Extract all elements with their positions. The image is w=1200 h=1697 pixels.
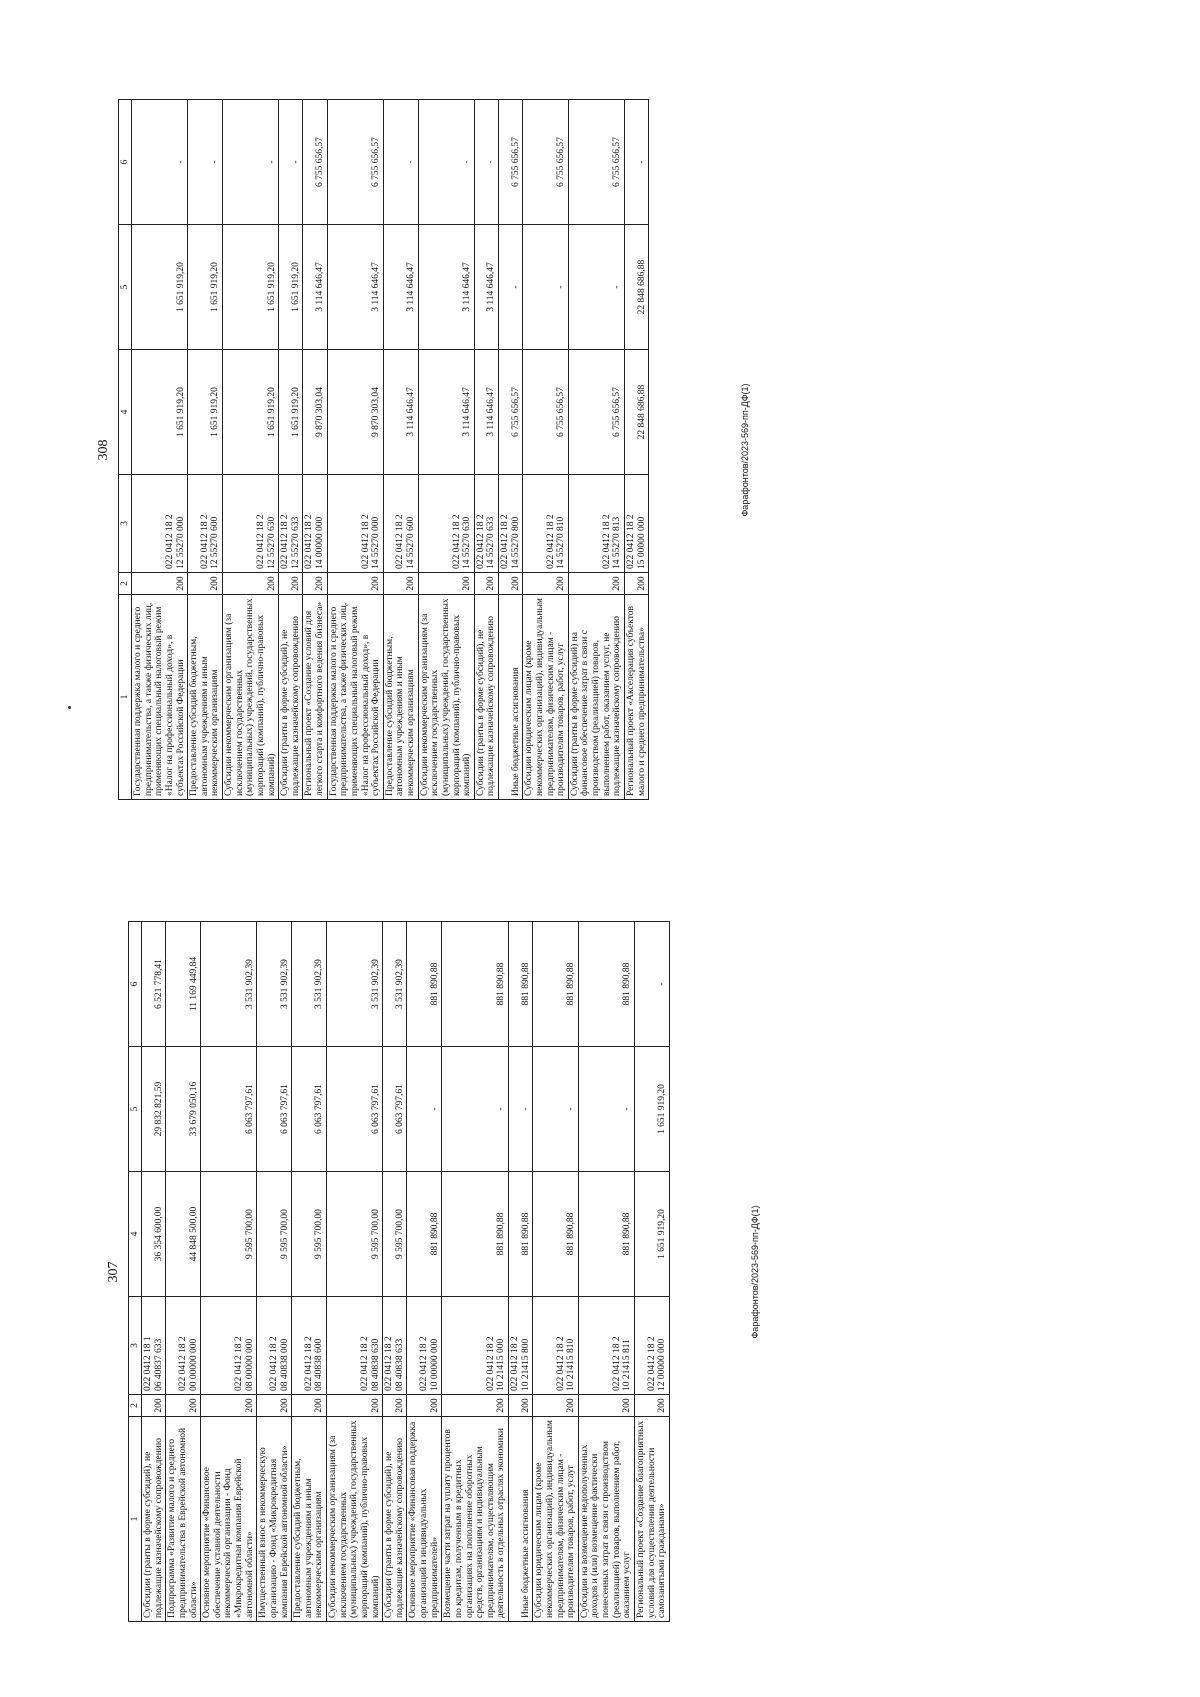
code-line-1: 022 0412 18 2 [555,1336,566,1391]
code-line-2: 14 55270 600 [406,516,416,569]
table-row [383,922,407,1622]
approved-amount-cell: 3 114 646,47 [474,350,498,475]
table-row [509,922,533,1622]
table-row [442,922,509,1622]
table-row [188,100,223,800]
code-line-1: 022 0412 18 2 [234,1336,244,1391]
row-name-cell: Предоставление субсидий бюджетным, автономным учреждениям и иным некоммерческим организациям [383,595,418,800]
row-name-cell: Субсидии некоммерческим организациям (за исключением государственных (муниципальных) учреждений, государственных корпораций (компаний), публично-правовых компаний) [418,595,474,800]
approved-amount-cell: 1 651 919,20 [132,350,188,475]
classification-code-cell [634,1297,669,1395]
approved-amount-cell: 881 890,88 [533,1172,579,1297]
table-row [132,100,188,800]
executed-amount-cell: - [442,1047,509,1172]
budget-table [118,99,649,800]
code-line-1: 022 0412 18 2 [545,514,556,569]
approved-amount-cell: 6 755 656,57 [499,350,523,475]
admin-code-cell: 200 [509,1395,533,1417]
row-name-cell: Государственная поддержка малого и среднего предпринимательства, а также физических лиц, применяющих специальный налоговый режим «Налог на профессиональный доход», в субъектах Российской Федерации [132,595,188,800]
classification-code-cell [442,1297,509,1395]
classification-code-cell [279,475,303,573]
approved-amount-cell: 881 890,88 [407,1172,442,1297]
executed-amount-cell: 22 848 686,88 [624,225,648,350]
admin-code-cell: 200 [142,1395,166,1417]
executed-amount-cell: 1 651 919,20 [279,225,303,350]
code-line-2: 12 55270 630 [266,516,277,569]
approved-amount-cell: 9 595 700,00 [201,1172,257,1297]
code-line-1: 022 0412 18 2 [475,514,486,569]
header-cell: 4 [129,1172,142,1297]
executed-amount-cell: - [509,1047,533,1172]
approved-amount-cell: 9 595 700,00 [292,1172,327,1297]
code-line-1: 022 0412 18 2 [451,514,462,569]
admin-code-cell: 200 [634,1395,669,1417]
executed-amount-cell: 3 114 646,47 [474,225,498,350]
remaining-amount-cell: 881 890,88 [442,922,509,1047]
approved-amount-cell: 9 870 303,04 [303,350,327,475]
classification-code-cell [418,475,474,573]
code-line-2: 15 00000 000 [636,516,647,569]
table-row [578,922,634,1622]
table-row [474,100,498,800]
admin-code-cell: 200 [292,1395,327,1417]
row-name-cell: Субсидии некоммерческим организациям (за исключением государственных (муниципальных) учреждений, государственных корпораций (компаний), публично-правовых компаний) [223,595,279,800]
admin-code-cell: 200 [279,573,303,595]
table-row [383,100,418,800]
table-row [568,100,624,800]
code-line-1: 022 0412 18 2 [177,1336,188,1391]
classification-code-cell [327,1297,383,1395]
approved-amount-cell: 3 114 646,47 [383,350,418,475]
row-name-cell: Имущественный взнос в некоммерческую организацию - Фонд «Микрокредитная компания Еврейской автономной области» [257,1417,292,1622]
row-name-cell: Субсидии юридическим лицам (кроме некоммерческих организаций), индивидуальным предпринимателям, физическим лицам - производителям товаров, работ, услуг [533,1417,579,1622]
classification-code-cell [303,475,327,573]
code-line-2: 08 40838 630 [370,1338,381,1391]
code-line-1: 022 0412 18 2 [611,1336,622,1391]
header-cell: 3 [129,1297,142,1395]
executed-amount-cell: 6 063 797,61 [257,1047,292,1172]
page-307 [102,922,762,1622]
approved-amount-cell: 9 595 700,00 [383,1172,407,1297]
table-row [634,922,669,1622]
row-name-cell: Государственная поддержка малого и среднего предпринимательства, а также физических лиц, применяющих специальный налоговый режим «Налог на профессиональный доход», в субъектах Российской Федерации [327,595,383,800]
row-name-cell: Подпрограмма «Развитие малого и среднего предпринимательства в Еврейской автономной области» [166,1417,201,1622]
code-line-1: 022 0412 18 1 [143,1336,153,1391]
code-line-1: 022 0412 18 2 [359,1336,370,1391]
code-line-2: 14 55270 630 [462,516,473,569]
code-line-2: 12 00000 000 [657,1338,668,1391]
approved-amount-cell: 3 114 646,47 [418,350,474,475]
remaining-amount-cell: 881 890,88 [533,922,579,1047]
table-row [523,100,569,800]
admin-code-cell: 200 [442,1395,509,1417]
table-row [418,100,474,800]
code-line-2: 10 21415 810 [566,1338,577,1391]
executed-amount-cell: 3 114 646,47 [383,225,418,350]
remaining-amount-cell: - [418,100,474,225]
executed-amount-cell: 1 651 919,20 [188,225,223,350]
executed-amount-cell: - [533,1047,579,1172]
remaining-amount-cell: 3 531 902,39 [257,922,292,1047]
header-row [119,100,132,800]
classification-code-cell [327,475,383,573]
row-name-cell: Основное мероприятие «Финансовая поддержка организаций и индивидуальных предпринимателей» [407,1417,442,1622]
code-line-2: 10 00000 000 [429,1338,440,1391]
code-line-1: 022 0412 18 2 [304,514,315,569]
admin-code-cell: 200 [568,573,624,595]
code-line-2: 08 40838 633 [394,1338,405,1391]
remaining-amount-cell: 6 755 656,57 [303,100,327,225]
admin-code-cell: 200 [303,573,327,595]
admin-code-cell: 200 [499,573,523,595]
table-row [533,922,579,1622]
approved-amount-cell: 1 651 919,20 [223,350,279,475]
code-line-2: 14 00000 000 [315,516,325,569]
code-line-2: 10 21415 000 [496,1338,507,1391]
code-line-2: 12 55270 000 [175,516,186,569]
approved-amount-cell: 9 595 700,00 [327,1172,383,1297]
approved-amount-cell: 6 755 656,57 [523,350,569,475]
remaining-amount-cell: - [474,100,498,225]
code-line-1: 022 0412 18 2 [510,1336,520,1391]
admin-code-cell: 200 [474,573,498,595]
classification-code-cell [383,1297,407,1395]
remaining-amount-cell: 3 531 902,39 [383,922,407,1047]
code-line-1: 022 0412 18 2 [164,514,175,569]
approved-amount-cell: 1 651 919,20 [634,1172,669,1297]
admin-code-cell: 200 [624,573,648,595]
code-line-1: 022 0412 18 2 [280,514,291,569]
row-name-cell: Субсидии на возмещение недополученных доходов и (или) возмещение фактически понесенных затрат в связи с производством (реализацией) товаров, выполнением работ, оказанием услуг [578,1417,634,1622]
executed-amount-cell: 1 651 919,20 [223,225,279,350]
row-name-cell: Иные бюджетные ассигнования [509,1417,533,1622]
approved-amount-cell: 881 890,88 [442,1172,509,1297]
approved-amount-cell: 36 354 600,00 [142,1172,166,1297]
header-cell: 1 [129,1417,142,1622]
approved-amount-cell: 881 890,88 [578,1172,634,1297]
budget-table [128,921,670,1622]
remaining-amount-cell: - [188,100,223,225]
page-308 [92,100,752,800]
classification-code-cell [223,475,279,573]
classification-code-cell [142,1297,166,1395]
remaining-amount-cell: 6 755 656,57 [499,100,523,225]
admin-code-cell: 200 [418,573,474,595]
row-name-cell: Предоставление субсидий бюджетным, автономным учреждениям и иным некоммерческим организациям [188,595,223,800]
code-line-2: 12 55270 633 [290,516,301,569]
row-name-cell: Субсидии (гранты в форме субсидий), не подлежащие казначейскому сопровождению [383,1417,407,1622]
executed-amount-cell: 6 063 797,61 [327,1047,383,1172]
remaining-amount-cell: 3 531 902,39 [201,922,257,1047]
code-line-1: 022 0412 18 2 [646,1336,657,1391]
page-number: 308 [96,439,111,461]
header-cell: 5 [119,225,132,350]
table-row [303,100,327,800]
code-line-2: 14 55270 813 [612,516,623,569]
classification-code-cell [257,1297,292,1395]
classification-code-cell [474,475,498,573]
admin-code-cell: 200 [407,1395,442,1417]
admin-code-cell: 200 [223,573,279,595]
code-line-2: 14 55270 000 [371,516,382,569]
executed-amount-cell: 1 651 919,20 [634,1047,669,1172]
classification-code-cell [578,1297,634,1395]
code-line-2: 08 00000 000 [244,1338,255,1391]
remaining-amount-cell: 6 755 656,57 [327,100,383,225]
code-line-1: 022 0412 18 2 [500,514,510,569]
admin-code-cell: 200 [132,573,188,595]
code-line-2: 08 40838 000 [279,1338,290,1391]
classification-code-cell [509,1297,533,1395]
classification-code-cell [523,475,569,573]
classification-code-cell [533,1297,579,1395]
row-name-cell: Основное мероприятие «Финансовое обеспечение уставной деятельности некоммерческой организации - Фонд «Микрокредитная компания Еврейской автономной области» [201,1417,257,1622]
admin-code-cell: 200 [327,1395,383,1417]
remaining-amount-cell: - [383,100,418,225]
remaining-amount-cell: 3 531 902,39 [327,922,383,1047]
code-line-1: 022 0412 18 2 [199,514,210,569]
code-line-1: 022 0412 18 2 [625,514,636,569]
remaining-amount-cell: 881 890,88 [407,922,442,1047]
classification-code-cell [188,475,223,573]
approved-amount-cell: 9 870 303,04 [327,350,383,475]
classification-code-cell [166,1297,201,1395]
table-row [201,922,257,1622]
remaining-amount-cell: 3 531 902,39 [292,922,327,1047]
executed-amount-cell: 3 114 646,47 [418,225,474,350]
remaining-amount-cell: - [132,100,188,225]
admin-code-cell: 200 [383,1395,407,1417]
remaining-amount-cell: 6 755 656,57 [523,100,569,225]
executed-amount-cell: 29 832 821,59 [142,1047,166,1172]
row-name-cell: Субсидии юридическим лицам (кроме некоммерческих организаций), индивидуальным предпринимателям, физическим лицам - производителям товаров, работ, услуг [523,595,569,800]
executed-amount-cell: - [568,225,624,350]
remaining-amount-cell: - [634,922,669,1047]
classification-code-cell [132,475,188,573]
remaining-amount-cell: - [223,100,279,225]
header-cell: 6 [119,100,132,225]
table-row [624,100,648,800]
code-line-2: 06 40837 633 [153,1338,164,1391]
header-cell: 5 [129,1047,142,1172]
table-row [257,922,292,1622]
admin-code-cell: 200 [188,573,223,595]
row-name-cell: Региональный проект «Создание условий для легкого старта и комфортного ведения бизнеса» [303,595,327,800]
table-row [223,100,279,800]
code-line-1: 022 0412 18 2 [419,1336,429,1391]
executed-amount-cell: 33 679 050,16 [166,1047,201,1172]
code-line-1: 022 0412 18 2 [268,1336,279,1391]
row-name-cell: Региональный проект «Акселерация субъектов малого и среднего предпринимательства» [624,595,648,800]
executed-amount-cell: 6 063 797,61 [292,1047,327,1172]
classification-code-cell [407,1297,442,1395]
classification-code-cell [292,1297,327,1395]
executed-amount-cell: 6 063 797,61 [201,1047,257,1172]
remaining-amount-cell: 6 755 656,57 [568,100,624,225]
remaining-amount-cell: 11 169 449,84 [166,922,201,1047]
classification-code-cell [383,475,418,573]
code-line-2: 14 55270 633 [486,516,497,569]
row-name-cell: Субсидии некоммерческим организациям (за исключением государственных (муниципальных) учреждений, государственных корпораций (компаний), публично-правовых компаний) [327,1417,383,1622]
executed-amount-cell: - [578,1047,634,1172]
table-body [142,922,670,1622]
header-cell: 6 [129,922,142,1047]
executed-amount-cell: 1 651 919,20 [132,225,188,350]
executed-amount-cell: 6 063 797,61 [383,1047,407,1172]
row-name-cell: Субсидии (гранты в форме субсидий), не подлежащие казначейскому сопровождению [474,595,498,800]
classification-code-cell [201,1297,257,1395]
header-cell: 3 [119,475,132,573]
code-line-2: 08 40838 600 [314,1338,325,1391]
admin-code-cell: 200 [383,573,418,595]
remaining-amount-cell: - [624,100,648,225]
approved-amount-cell: 9 595 700,00 [257,1172,292,1297]
remaining-amount-cell: 881 890,88 [578,922,634,1047]
code-line-2: 14 55270 810 [556,516,567,569]
page-number: 307 [106,1261,121,1283]
classification-code-cell [624,475,648,573]
code-line-2: 10 21415 811 [622,1339,633,1391]
row-name-cell: Возмещение части затрат на уплату процентов по кредитам, полученным в кредитных организациях на пополнение оборотных средств, организациям и индивидуальным предпринимателям, осуществляющим деятельность в отдельных отраслях экономики [442,1417,509,1622]
executed-amount-cell: - [407,1047,442,1172]
remaining-amount-cell: - [279,100,303,225]
approved-amount-cell: 22 848 686,88 [624,350,648,475]
classification-code-cell [499,475,523,573]
admin-code-cell: 200 [578,1395,634,1417]
classification-code-cell [568,475,624,573]
code-line-1: 022 0412 18 2 [395,514,406,569]
table-row [142,922,166,1622]
row-name-cell: Иные бюджетные ассигнования [499,595,523,800]
remaining-amount-cell: 881 890,88 [509,922,533,1047]
row-name-cell: Субсидии (гранты в форме субсидий) на финансовое обеспечение затрат в связи с производством (реализацией) товаров, выполнением работ, оказанием услуг, не подлежащие казначейскому сопровождению [568,595,624,800]
scan-speck [68,706,71,709]
header-row [129,922,142,1622]
header-cell: 4 [119,350,132,475]
code-line-1: 022 0412 18 2 [485,1336,496,1391]
table-row [279,100,303,800]
code-line-2: 14 55270 800 [510,516,521,569]
executed-amount-cell: 3 114 646,47 [303,225,327,350]
remaining-amount-cell: 6 521 778,41 [142,922,166,1047]
code-line-2: 00 00000 000 [188,1338,199,1391]
document-footer: Фарафонтов/2023-569-пп-ДФ(1) [740,383,750,517]
code-line-1: 022 0412 18 2 [384,1336,395,1391]
code-line-1: 022 0412 18 2 [255,514,266,569]
admin-code-cell: 200 [523,573,569,595]
table-row [327,922,383,1622]
row-name-cell: Субсидии (гранты в форме субсидий), не подлежащие казначейскому сопровождению [142,1417,166,1622]
header-cell: 2 [119,573,132,595]
admin-code-cell: 200 [257,1395,292,1417]
header-cell: 1 [119,595,132,800]
table-row [292,922,327,1622]
table-row [499,100,523,800]
document-footer: Фарафонтов/2023-569-пп-ДФ(1) [750,1205,760,1339]
code-line-1: 022 0412 18 2 [360,514,371,569]
executed-amount-cell: 3 114 646,47 [327,225,383,350]
header-cell: 2 [129,1395,142,1417]
admin-code-cell: 200 [327,573,383,595]
table-body [132,100,649,800]
code-line-1: 022 0412 18 2 [303,1336,314,1391]
code-line-2: 12 55270 600 [210,516,221,569]
admin-code-cell: 200 [533,1395,579,1417]
approved-amount-cell: 6 755 656,57 [568,350,624,475]
code-line-2: 10 21415 800 [520,1338,531,1391]
table-row [327,100,383,800]
row-name-cell: Субсидии (гранты в форме субсидий), не подлежащие казначейскому сопровождению [279,595,303,800]
approved-amount-cell: 881 890,88 [509,1172,533,1297]
approved-amount-cell: 1 651 919,20 [188,350,223,475]
executed-amount-cell: - [499,225,523,350]
approved-amount-cell: 44 848 500,00 [166,1172,201,1297]
executed-amount-cell: - [523,225,569,350]
table-row [166,922,201,1622]
table-row [407,922,442,1622]
row-name-cell: Региональный проект «Создание благоприятных условий для осуществления деятельности самозанятыми гражданами» [634,1417,669,1622]
admin-code-cell: 200 [166,1395,201,1417]
code-line-1: 022 0412 18 2 [601,514,612,569]
admin-code-cell: 200 [201,1395,257,1417]
row-name-cell: Предоставление субсидий бюджетным, автономным учреждениям и иным некоммерческим организациям [292,1417,327,1622]
approved-amount-cell: 1 651 919,20 [279,350,303,475]
